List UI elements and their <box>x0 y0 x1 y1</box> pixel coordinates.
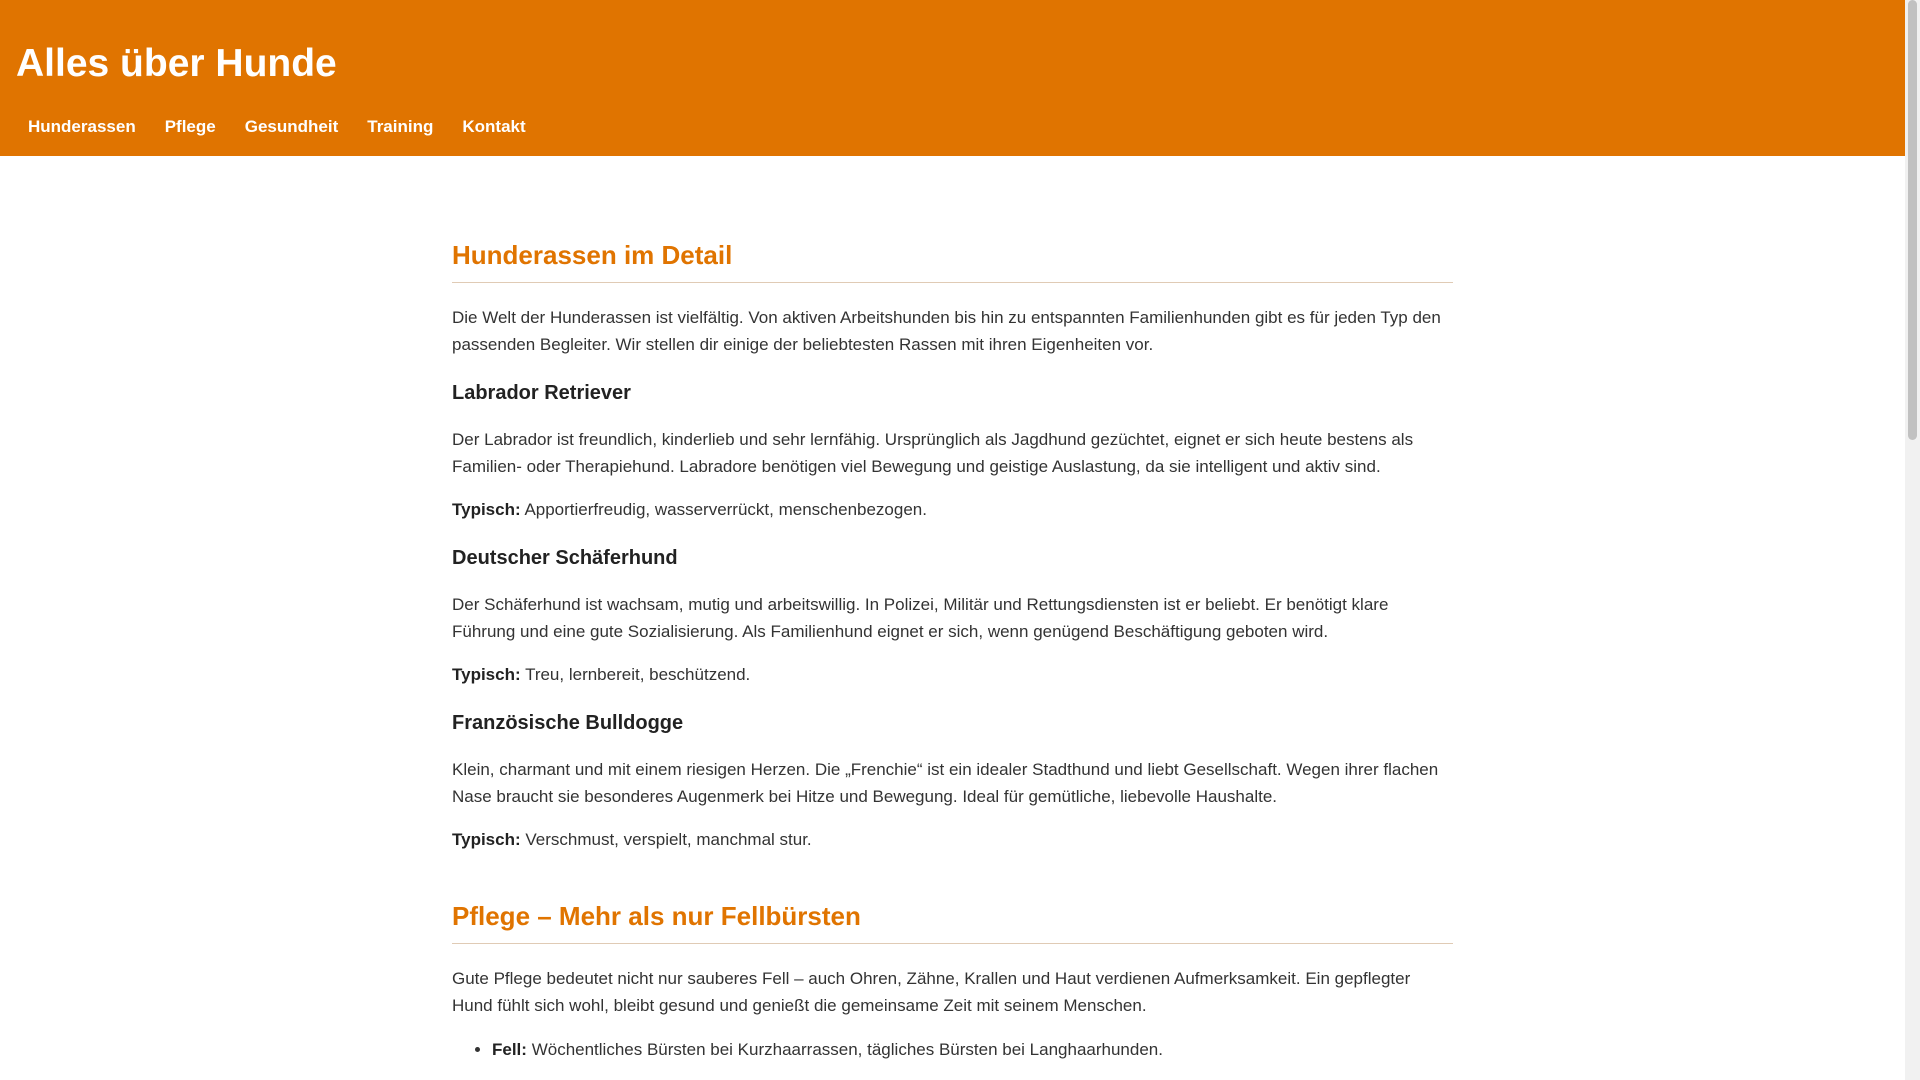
typical-label: Typisch: <box>452 665 521 684</box>
main-content <box>452 156 1453 1080</box>
breeds-section-title: Hunderassen im Detail <box>452 238 1453 283</box>
breed-description-schaeferhund: Der Schäferhund ist wachsam, mutig und arbeitswillig. In Polizei, Militär und Rettungsdiensten ist er beliebt. Er benötigt klare Führung und eine gute Sozialisierung. Als Familienhund eignet er sich, wenn genügend Beschäftigung geboten wird. <box>452 595 1389 641</box>
breed-typical-labrador <box>452 496 1453 523</box>
care-section <box>452 899 1453 1063</box>
breed-title-schaeferhund: Deutscher Schäferhund <box>452 547 678 569</box>
breed-description-bulldogge: Klein, charmant und mit einem riesigen Herzen. Die „Frenchie“ ist ein idealer Stadthund und liebt Gesellschaft. Wegen ihrer flachen Nase braucht sie besonderes Augenmerk bei Hitze und Bewegung. Ideal für gemütliche, liebevolle Haushalte. <box>452 760 1439 806</box>
typical-text: Verschmust, verspielt, manchmal stur. <box>525 830 812 849</box>
care-item-text: Wöchentliches Bürsten bei Kurzhaarrassen, tägliches Bürsten bei Langhaarhunden. <box>531 1040 1163 1059</box>
site-title[interactable]: Alles über Hunde <box>16 42 337 85</box>
care-intro: Gute Pflege bedeutet nicht nur sauberes Fell – auch Ohren, Zähne, Krallen und Haut verdienen Aufmerksamkeit. Ein gepflegter Hund fühlt sich wohl, bleibt gesund und genießt die gemeinsame Zeit mit seinem Menschen. <box>452 969 1411 1015</box>
breeds-intro: Die Welt der Hunderassen ist vielfältig. Von aktiven Arbeitshunden bis hin zu entspannten Familienhunden gibt es für jeden Typ den passenden Begleiter. Wir stellen dir einige der beliebtesten Rassen mit ihren Eigenheiten vor. <box>452 308 1441 354</box>
typical-text: Treu, lernbereit, beschützend. <box>525 665 751 684</box>
breed-description-labrador: Der Labrador ist freundlich, kinderlieb und sehr lernfähig. Ursprünglich als Jagdhund gezüchtet, eignet er sich heute bestens als Familien- oder Therapiehund. Labradore benötigen viel Bewegung und geistige Auslastung, da sie intelligent und aktiv sind. <box>452 430 1414 476</box>
main-nav <box>28 114 526 140</box>
breed-title-labrador: Labrador Retriever <box>452 382 631 404</box>
site-header <box>0 0 1905 156</box>
nav-link-training[interactable]: Training <box>367 117 434 136</box>
breeds-section <box>452 238 1453 853</box>
list-item <box>492 1036 1453 1063</box>
breed-typical-bulldogge <box>452 826 1453 853</box>
typical-label: Typisch: <box>452 500 521 519</box>
typical-label: Typisch: <box>452 830 521 849</box>
care-section-title: Pflege – Mehr als nur Fellbürsten <box>452 899 1453 944</box>
breed-title-bulldogge: Französische Bulldogge <box>452 712 684 734</box>
nav-link-kontakt[interactable]: Kontakt <box>462 117 526 136</box>
nav-link-pflege[interactable]: Pflege <box>164 117 216 136</box>
breed-typical-schaeferhund <box>452 661 1453 688</box>
nav-link-hunderassen[interactable]: Hunderassen <box>28 117 136 136</box>
typical-text: Apportierfreudig, wasserverrückt, menschenbezogen. <box>524 500 927 519</box>
care-list <box>452 1036 1453 1063</box>
care-item-label: Fell: <box>492 1040 527 1059</box>
nav-link-gesundheit[interactable]: Gesundheit <box>244 117 339 136</box>
scrollbar-thumb[interactable] <box>1908 0 1917 440</box>
